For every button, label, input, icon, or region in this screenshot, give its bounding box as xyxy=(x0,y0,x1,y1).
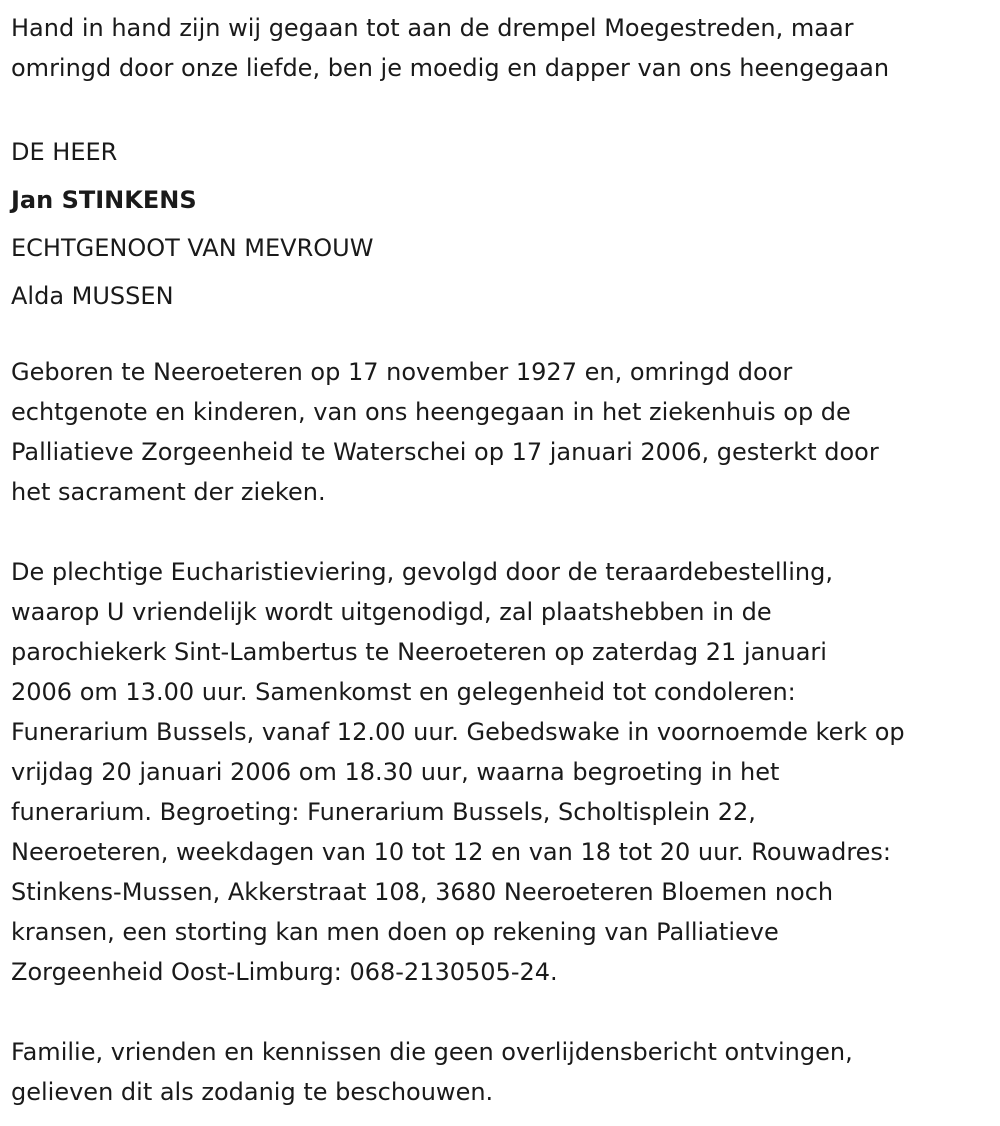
name-block xyxy=(11,128,991,320)
spacer xyxy=(11,320,991,352)
paragraph-line: De plechtige Eucharistieviering, gevolgd door de teraardebestelling, xyxy=(11,558,833,586)
paragraph-line: Geboren te Neeroeteren op 17 november 1927 en, omringd door xyxy=(11,358,793,386)
paragraph-line: kransen, een storting kan men doen op rekening van Palliatieve xyxy=(11,918,779,946)
paragraph-line: Palliatieve Zorgeenheid te Waterschei op 17 januari 2006, gesterkt door xyxy=(11,438,879,466)
paragraph-line: het sacrament der zieken. xyxy=(11,478,326,506)
paragraph-line: gelieven dit als zodanig te beschouwen. xyxy=(11,1078,494,1106)
spacer xyxy=(11,88,991,128)
spacer xyxy=(11,512,991,552)
relation-label: ECHTGENOOT VAN MEVROUW xyxy=(11,234,374,262)
paragraph-line: parochiekerk Sint-Lambertus te Neeroeteren op zaterdag 21 januari xyxy=(11,638,827,666)
paragraph-line: funerarium. Begroeting: Funerarium Bussels, Scholtisplein 22, xyxy=(11,798,756,826)
closing-paragraph xyxy=(11,1032,991,1112)
paragraph-line: Zorgeenheid Oost-Limburg: 068-2130505-24. xyxy=(11,958,558,986)
deceased-name: Jan STINKENS xyxy=(11,186,197,214)
paragraph-line: Familie, vrienden en kennissen die geen overlijdensbericht ontvingen, xyxy=(11,1038,853,1066)
paragraph-line: 2006 om 13.00 uur. Samenkomst en gelegenheid tot condoleren: xyxy=(11,678,796,706)
intro-verse xyxy=(11,8,991,88)
spacer xyxy=(11,992,991,1032)
intro-line: Hand in hand zijn wij gegaan tot aan de drempel Moegestreden, maar xyxy=(11,14,854,42)
paragraph-line: echtgenote en kinderen, van ons heengegaan in het ziekenhuis op de xyxy=(11,398,851,426)
spouse-name: Alda MUSSEN xyxy=(11,282,174,310)
paragraph-line: Neeroeteren, weekdagen van 10 tot 12 en van 18 tot 20 uur. Rouwadres: xyxy=(11,838,892,866)
paragraph-line: vrijdag 20 januari 2006 om 18.30 uur, waarna begroeting in het xyxy=(11,758,780,786)
paragraph-line: Funerarium Bussels, vanaf 12.00 uur. Gebedswake in voornoemde kerk op xyxy=(11,718,905,746)
service-paragraph xyxy=(11,552,991,992)
birth-paragraph xyxy=(11,352,991,512)
paragraph-line: Stinkens-Mussen, Akkerstraat 108, 3680 Neeroeteren Bloemen noch xyxy=(11,878,834,906)
obituary-notice xyxy=(11,8,991,1112)
honorific: DE HEER xyxy=(11,138,118,166)
paragraph-line: waarop U vriendelijk wordt uitgenodigd, zal plaatshebben in de xyxy=(11,598,772,626)
intro-line: omringd door onze liefde, ben je moedig en dapper van ons heengegaan xyxy=(11,54,890,82)
